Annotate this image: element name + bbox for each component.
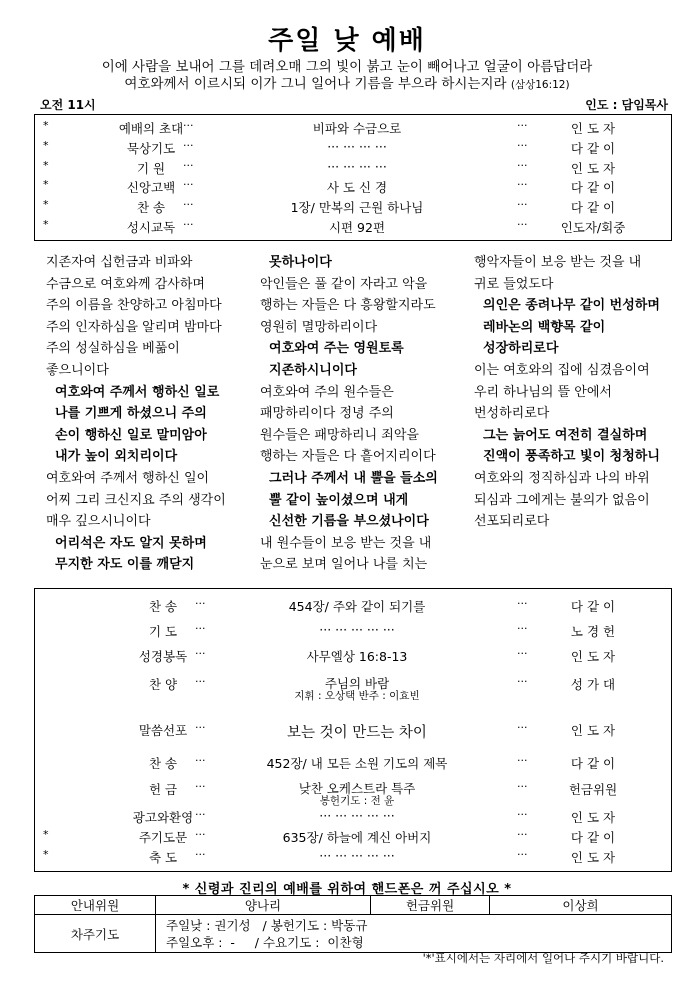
standing-mark: * — [43, 139, 49, 152]
psalm-line: 행하는 자들은 다 흩어지리이다 — [260, 449, 436, 465]
order-item — [35, 119, 671, 139]
order-item-content: 보는 것이 만드는 차이 — [287, 725, 427, 741]
order-item-dots: ··· — [517, 119, 528, 132]
psalm-line: 행하는 자들은 다 흥왕할지라도 — [260, 298, 436, 314]
psalm-line: 우리 하나님의 뜰 안에서 — [474, 384, 612, 400]
psalm-line: 여호와여 주의 원수들은 — [260, 384, 394, 400]
order-item-content: 452장/ 내 모든 소원 기도의 제목 — [266, 756, 448, 771]
order-item-dots: ··· — [195, 622, 206, 635]
order-item-leader: 인 도 자 — [570, 850, 616, 865]
offering-label: 헌금위원 — [371, 896, 490, 915]
order-item-leader: 인 도 자 — [570, 810, 616, 825]
order-item-content: ··· ··· ··· ··· ··· — [319, 848, 395, 863]
order-item-name: 찬 송 — [136, 200, 166, 215]
order-item-content: ··· ··· ··· ··· ··· — [319, 622, 395, 637]
psalm-line: 주의 이름을 찬양하고 아침마다 — [46, 298, 222, 314]
order-item — [35, 675, 671, 702]
psalm-column-3 — [474, 252, 660, 533]
psalm-line: 여호와여 주께서 행하신 일이 — [46, 470, 210, 486]
psalm-line: 되심과 그에게는 불의가 없음이 — [474, 492, 650, 508]
standing-mark: * — [43, 218, 49, 231]
order-item-dots: ··· — [517, 780, 528, 793]
psalm-line: 행악자들이 보응 받는 것을 내 — [474, 255, 642, 270]
order-item-leader: 성 가 대 — [570, 677, 616, 692]
order-item-name: 기 원 — [136, 161, 166, 176]
psalm-line: 좋으니이다 — [46, 362, 109, 378]
order-item-name: 성시교독 — [126, 220, 176, 235]
psalm-line: 그러나 주께서 내 뿔을 들소의 — [260, 470, 438, 486]
service-time: 오전 11시 — [40, 98, 96, 112]
verse-reference: (삼상16:12) — [510, 79, 570, 91]
order-item-leader: 헌금위원 — [568, 782, 618, 797]
order-item — [35, 159, 671, 179]
order-item-dots: ··· — [517, 828, 528, 841]
psalm-line: 그는 늙어도 여전히 결실하며 — [474, 427, 648, 443]
order-item — [35, 828, 671, 848]
standing-mark: * — [43, 828, 49, 841]
page-title: 주일 낮 예배 — [268, 26, 426, 56]
order-item-dots: ··· — [517, 139, 528, 152]
order-item-name: 광고와환영 — [132, 810, 194, 825]
order-item-name: 말씀선포 — [138, 723, 188, 738]
psalm-line: 내가 높이 외치리이다 — [46, 449, 178, 465]
order-item-dots: ··· — [517, 647, 528, 660]
order-item-dots: ··· — [195, 647, 206, 660]
psalm-line: 패망하리이다 정녕 주의 — [260, 406, 394, 422]
psalm-line: 여호와여 주는 영원토록 — [260, 341, 404, 357]
psalm-line: 무지한 자도 이를 깨닫지 — [46, 557, 195, 573]
standing-mark: * — [43, 119, 49, 132]
standing-mark: * — [43, 848, 49, 861]
next-week-sunday: 주일낮 : 권기성 / 봉헌기도 : 박동규 — [166, 917, 368, 933]
psalm-line: 지존하시니이다 — [260, 362, 357, 378]
order-item-name: 주기도문 — [138, 830, 188, 845]
order-item-dots: ··· — [517, 622, 528, 635]
order-item-dots: ··· — [517, 808, 528, 821]
order-item-name: 찬 송 — [148, 756, 178, 771]
standing-mark: * — [43, 198, 49, 211]
order-item-dots: ··· — [183, 178, 194, 191]
order-item — [35, 622, 671, 642]
order-item-dots: ··· — [183, 159, 194, 172]
psalm-line: 눈으로 보며 일어나 나를 치는 — [260, 557, 428, 573]
psalm-line: 어리석은 자도 알지 못하며 — [46, 535, 207, 551]
order-item-leader: 인 도 자 — [570, 723, 616, 738]
psalm-line: 여호와의 정직하심과 나의 바위 — [474, 470, 650, 486]
order-item — [35, 721, 671, 741]
order-item-leader: 인 도 자 — [570, 121, 616, 136]
order-item-dots: ··· — [517, 675, 528, 688]
order-item — [35, 647, 671, 667]
order-item-name: 찬 송 — [148, 599, 178, 614]
order-item-leader: 다 같 이 — [570, 756, 616, 771]
psalm-line: 매우 깊으시니이다 — [46, 514, 151, 530]
verse-line-2 — [0, 72, 694, 92]
order-item-leader: 다 같 이 — [570, 200, 616, 215]
order-item-content: 주님의 바람 — [324, 676, 390, 691]
order-item-dots: ··· — [517, 159, 528, 172]
usher-label: 안내위원 — [35, 896, 156, 915]
psalm-line: 성장하리로다 — [474, 341, 559, 357]
order-part-2 — [34, 588, 672, 872]
order-item-leader: 다 같 이 — [570, 141, 616, 156]
psalm-line: 원수들은 패망하리니 죄악을 — [260, 427, 419, 443]
usher-table — [34, 895, 672, 953]
order-item-leader: 인 도 자 — [570, 649, 616, 664]
order-item-dots: ··· — [195, 780, 206, 793]
order-item-dots: ··· — [195, 754, 206, 767]
psalm-line: 여호와여 주께서 행하신 일로 — [46, 384, 220, 400]
order-item — [35, 848, 671, 868]
order-item-content: 비파와 수금으로 — [312, 121, 402, 136]
order-item-dots: ··· — [195, 721, 206, 734]
order-item — [35, 780, 671, 807]
order-item-content: 635장/ 하늘에 계신 아버지 — [282, 830, 432, 845]
psalm-line: 나를 기쁘게 하셨으니 주의 — [46, 406, 207, 422]
psalm-line: 의인은 종려나무 같이 번성하며 — [474, 298, 660, 314]
order-item-name: 신앙고백 — [126, 180, 176, 195]
order-item — [35, 198, 671, 218]
psalm-line: 영원히 멸망하리이다 — [260, 319, 378, 335]
psalm-line: 주의 인자하심을 알리며 밤마다 — [46, 319, 222, 335]
verse-line-2-text: 여호와께서 이르시되 이가 그니 일어나 기름을 부으라 하시는지라 — [124, 76, 507, 92]
order-item — [35, 218, 671, 238]
order-item-content: 사 도 신 경 — [326, 180, 388, 195]
psalm-line: 못하나이다 — [260, 255, 332, 270]
order-item-name: 예배의 초대 — [118, 121, 184, 136]
order-item-detail: 봉헌기도 : 전 윤 — [319, 795, 395, 807]
order-item-dots: ··· — [517, 754, 528, 767]
order-item — [35, 597, 671, 617]
order-item-dots: ··· — [195, 597, 206, 610]
order-item-dots: ··· — [517, 218, 528, 231]
order-item-leader: 인 도 자 — [570, 161, 616, 176]
order-item-dots: ··· — [183, 139, 194, 152]
psalm-line: 진액이 풍족하고 빛이 청청하니 — [474, 449, 660, 465]
order-item-content: 사무엘상 16:8-13 — [306, 649, 408, 664]
usher-name: 양나리 — [156, 896, 371, 915]
order-item-detail: 지휘 : 오상택 반주 : 이효빈 — [294, 690, 420, 702]
order-item-name: 헌 금 — [148, 782, 178, 797]
order-item-dots: ··· — [195, 675, 206, 688]
order-item-dots: ··· — [517, 848, 528, 861]
psalm-line: 주의 성실하심을 베풂이 — [46, 341, 180, 357]
order-item-content: ··· ··· ··· ··· — [327, 159, 387, 174]
psalm-line: 수금으로 여호와께 감사하며 — [46, 276, 205, 292]
order-item-content: 1장/ 만복의 근원 하나님 — [290, 200, 424, 215]
order-item-content: ··· ··· ··· ··· — [327, 139, 387, 154]
order-item-content: 낮찬 오케스트라 특주 — [298, 781, 416, 796]
psalm-line: 신선한 기름을 부으셨나이다 — [260, 514, 429, 530]
order-item — [35, 808, 671, 828]
order-item-leader: 다 같 이 — [570, 180, 616, 195]
order-item-name: 묵상기도 — [126, 141, 176, 156]
order-item-leader: 다 같 이 — [570, 599, 616, 614]
order-item-dots: ··· — [183, 218, 194, 231]
psalm-line: 내 원수들이 보응 받는 것을 내 — [260, 535, 432, 551]
verse-line-1: 이에 사람을 보내어 그를 데려오매 그의 빛이 붉고 눈이 빼어나고 얼굴이 아름답더라 — [101, 59, 593, 75]
order-item-dots: ··· — [183, 198, 194, 211]
order-item-name: 기 도 — [148, 624, 178, 639]
order-item-dots: ··· — [517, 198, 528, 211]
order-item-dots: ··· — [195, 848, 206, 861]
next-week-prayer-label: 차주기도 — [35, 915, 156, 953]
order-item-name: 축 도 — [148, 850, 178, 865]
order-item-name: 성경봉독 — [138, 649, 188, 664]
order-item — [35, 178, 671, 198]
psalm-line: 선포되리로다 — [474, 514, 550, 530]
psalm-line: 어찌 그리 크신지요 주의 생각이 — [46, 492, 226, 508]
order-item-dots: ··· — [195, 808, 206, 821]
order-item — [35, 754, 671, 774]
stand-up-footnote: '*'표시에서는 자리에서 일어나 주시기 바랍니다. — [422, 951, 664, 965]
psalm-column-2 — [260, 252, 438, 576]
psalm-line: 귀로 들었도다 — [474, 276, 554, 292]
psalm-line: 악인들은 풀 같이 자라고 악을 — [260, 276, 428, 292]
order-item-content: 시편 92편 — [328, 220, 386, 235]
psalm-column-1 — [46, 252, 226, 576]
psalm-line: 지존자여 십헌금과 비파와 — [46, 255, 193, 270]
phone-notice: * 신령과 진리의 예배를 위하여 핸드폰은 꺼 주십시오 * — [182, 882, 512, 897]
order-item-dots: ··· — [517, 178, 528, 191]
standing-mark: * — [43, 159, 49, 172]
order-item-leader: 노 경 헌 — [570, 624, 616, 639]
order-item — [35, 139, 671, 159]
psalm-line: 손이 행하신 일로 말미암아 — [46, 427, 207, 443]
order-item-dots: ··· — [183, 119, 194, 132]
order-item-dots: ··· — [517, 597, 528, 610]
order-item-leader: 다 같 이 — [570, 830, 616, 845]
offering-name: 이상희 — [490, 896, 672, 915]
service-leader: 인도 : 담임목사 — [585, 98, 668, 112]
psalm-line: 이는 여호와의 집에 심겼음이여 — [474, 362, 650, 378]
psalm-line: 번성하리로다 — [474, 406, 550, 422]
order-item-leader: 인도자/회중 — [560, 220, 626, 235]
psalm-line: 레바논의 백향목 같이 — [474, 319, 606, 335]
order-item-name: 찬 양 — [148, 677, 178, 692]
order-part-1 — [34, 114, 672, 241]
next-week-afternoon: 주일오후 : - / 수요기도 : 이찬형 — [166, 934, 364, 950]
order-item-dots: ··· — [195, 828, 206, 841]
order-item-content: ··· ··· ··· ··· ··· — [319, 808, 395, 823]
standing-mark: * — [43, 178, 49, 191]
order-item-content: 454장/ 주와 같이 되기를 — [288, 599, 426, 614]
next-week-prayer-schedule — [156, 915, 672, 953]
order-item-dots: ··· — [517, 721, 528, 734]
psalm-line: 뿔 같이 높이셨으며 내게 — [260, 492, 409, 508]
